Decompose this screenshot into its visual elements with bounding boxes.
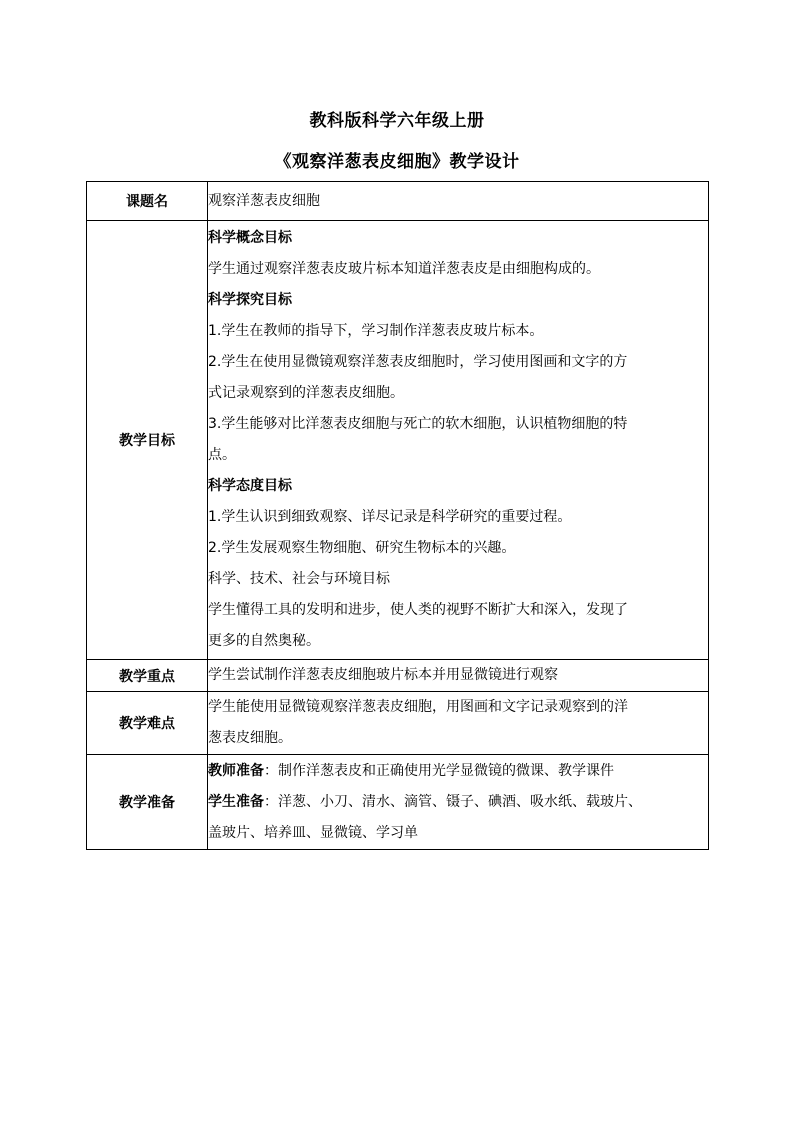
- difficulty-content: [208, 692, 709, 755]
- table-row-key-point: [87, 660, 709, 692]
- inquiry-goal-2-line1: 2.学生在使用显微镜观察洋葱表皮细胞时，学习使用图画和文字的方: [208, 354, 628, 370]
- concept-goal-heading: 科学概念目标: [208, 230, 292, 246]
- teacher-prep-label: 教师准备: [208, 762, 264, 779]
- stse-goal-text-line2: 更多的自然奥秘。: [208, 633, 320, 649]
- table-row-goals: [87, 221, 709, 660]
- difficulty-line1: 学生能使用显微镜观察洋葱表皮细胞，用图画和文字记录观察到的洋: [208, 699, 628, 715]
- teacher-prep-line: [208, 756, 708, 787]
- attitude-goal-1: 1.学生认识到细致观察、详尽记录是科学研究的重要过程。: [208, 509, 572, 525]
- goals-content: [208, 221, 709, 660]
- difficulty-label: 教学难点: [87, 692, 208, 755]
- preparation-label: 教学准备: [87, 755, 208, 850]
- attitude-goal-2: 2.学生发展观察生物细胞、研究生物标本的兴趣。: [208, 540, 516, 556]
- concept-goal-text: 学生通过观察洋葱表皮玻片标本知道洋葱表皮是由细胞构成的。: [208, 261, 600, 277]
- student-prep-value: ：洋葱、小刀、清水、滴管、镊子、碘酒、吸水纸、载玻片、: [264, 793, 642, 810]
- attitude-goal-heading: 科学态度目标: [208, 478, 292, 494]
- topic-label: 课题名: [87, 182, 208, 221]
- document-subtitle: 《观察洋葱表皮细胞》教学设计: [274, 152, 520, 172]
- stse-goal-heading: 科学、技术、社会与环境目标: [208, 571, 390, 587]
- goals-label: 教学目标: [87, 221, 208, 660]
- lesson-plan-table: [86, 181, 709, 850]
- student-prep-line: [208, 787, 708, 818]
- table-row-topic: [87, 182, 709, 221]
- preparation-content: [208, 755, 709, 850]
- inquiry-goal-2-line2: 式记录观察到的洋葱表皮细胞。: [208, 385, 404, 401]
- difficulty-line2: 葱表皮细胞。: [208, 730, 292, 746]
- inquiry-goal-heading: 科学探究目标: [208, 292, 292, 308]
- inquiry-goal-1: 1.学生在教师的指导下，学习制作洋葱表皮玻片标本。: [208, 323, 544, 339]
- student-prep-label: 学生准备: [208, 793, 264, 810]
- student-prep-line2: 盖玻片、培养皿、显微镜、学习单: [208, 824, 418, 841]
- document-title: 教科版科学六年级上册: [309, 111, 485, 131]
- teacher-prep-value: ：制作洋葱表皮和正确使用光学显微镜的微课、教学课件: [264, 762, 614, 779]
- key-point-value: 学生尝试制作洋葱表皮细胞玻片标本并用显微镜进行观察: [208, 660, 709, 692]
- table-row-preparation: [87, 755, 709, 850]
- table-row-difficulty: [87, 692, 709, 755]
- inquiry-goal-3-line2: 点。: [208, 447, 236, 463]
- stse-goal-text-line1: 学生懂得工具的发明和进步，使人类的视野不断扩大和深入，发现了: [208, 602, 628, 618]
- topic-value: 观察洋葱表皮细胞: [208, 182, 709, 221]
- inquiry-goal-3-line1: 3.学生能够对比洋葱表皮细胞与死亡的软木细胞，认识植物细胞的特: [208, 416, 628, 432]
- key-point-label: 教学重点: [87, 660, 208, 692]
